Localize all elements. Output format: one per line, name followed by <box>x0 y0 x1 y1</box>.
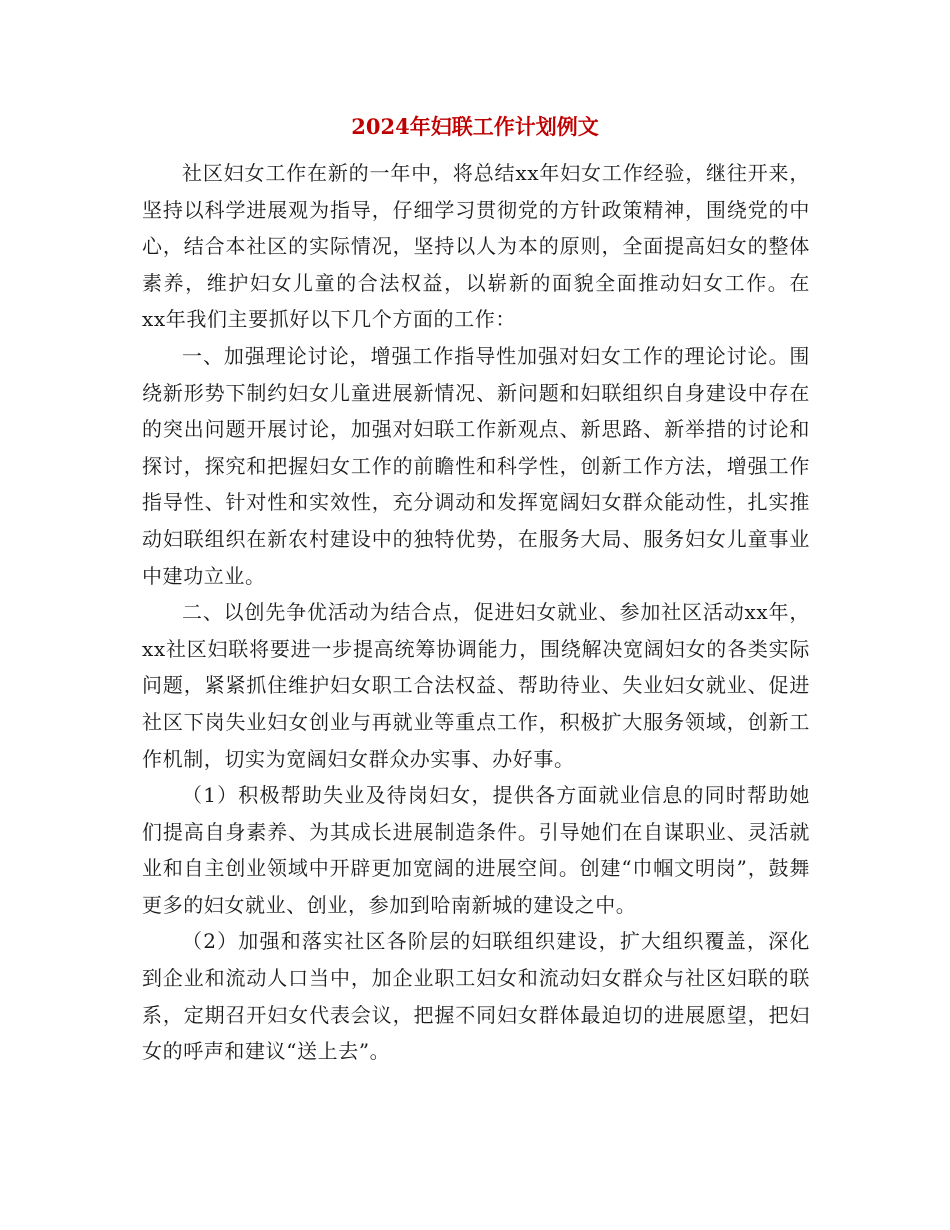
document-body <box>142 155 810 1070</box>
paragraph-section-1: 一、加强理论讨论，增强工作指导性加强对妇女工作的理论讨论。围绕新形势下制约妇女儿童进展新情况、新问题和妇联组织自身建设中存在的突出问题开展讨论，加强对妇联工作新观点、新思路、新举措的讨论和探讨，探究和把握妇女工作的前瞻性和科学性，创新工作方法，增强工作指导性、针对性和实效性，充分调动和发挥宽阔妇女群众能动性，扎实推动妇联组织在新农村建设中的独特优势，在服务大局、服务妇女儿童事业中建功立业。 <box>142 343 810 588</box>
paragraph-intro: 社区妇女工作在新的一年中，将总结xx年妇女工作经验，继往开来，坚持以科学进展观为指导，仔细学习贯彻党的方针政策精神，围绕党的中心，结合本社区的实际情况，坚持以人为本的原则，全面提高妇女的整体素养，维护妇女儿童的合法权益，以崭新的面貌全面推动妇女工作。在 xx年我们主要抓好以下几个方面的工作： <box>142 161 810 332</box>
paragraph-section-2: 二、以创先争优活动为结合点，促进妇女就业、参加社区活动xx年，xx社区妇联将要进一步提高统筹协调能力，围绕解决宽阔妇女的各类实际问题，紧紧抓住维护妇女职工合法权益、帮助待业、失业妇女就业、促进社区下岗失业妇女创业与再就业等重点工作，积极扩大服务领域，创新工作机制，切实为宽阔妇女群众办实事、办好事。 <box>142 600 810 771</box>
document-title: 2024年妇联工作计划例文 <box>351 114 599 139</box>
paragraph-item-2: （2）加强和落实社区各阶层的妇联组织建设，扩大组织覆盖，深化到企业和流动人口当中，加企业职工妇女和流动妇女群众与社区妇联的联系，定期召开妇女代表会议，把握不同妇女群体最迫切的进展愿望，把妇女的呼声和建议“送上去”。 <box>142 929 810 1064</box>
paragraph-item-1: （1）积极帮助失业及待岗妇女，提供各方面就业信息的同时帮助她们提高自身素养、为其成长进展制造条件。引导她们在自谋职业、灵活就业和自主创业领域中开辟更加宽阔的进展空间。创建“巾帼文明岗”，鼓舞更多的妇女就业、创业，参加到哈南新城的建设之中。 <box>142 783 810 917</box>
